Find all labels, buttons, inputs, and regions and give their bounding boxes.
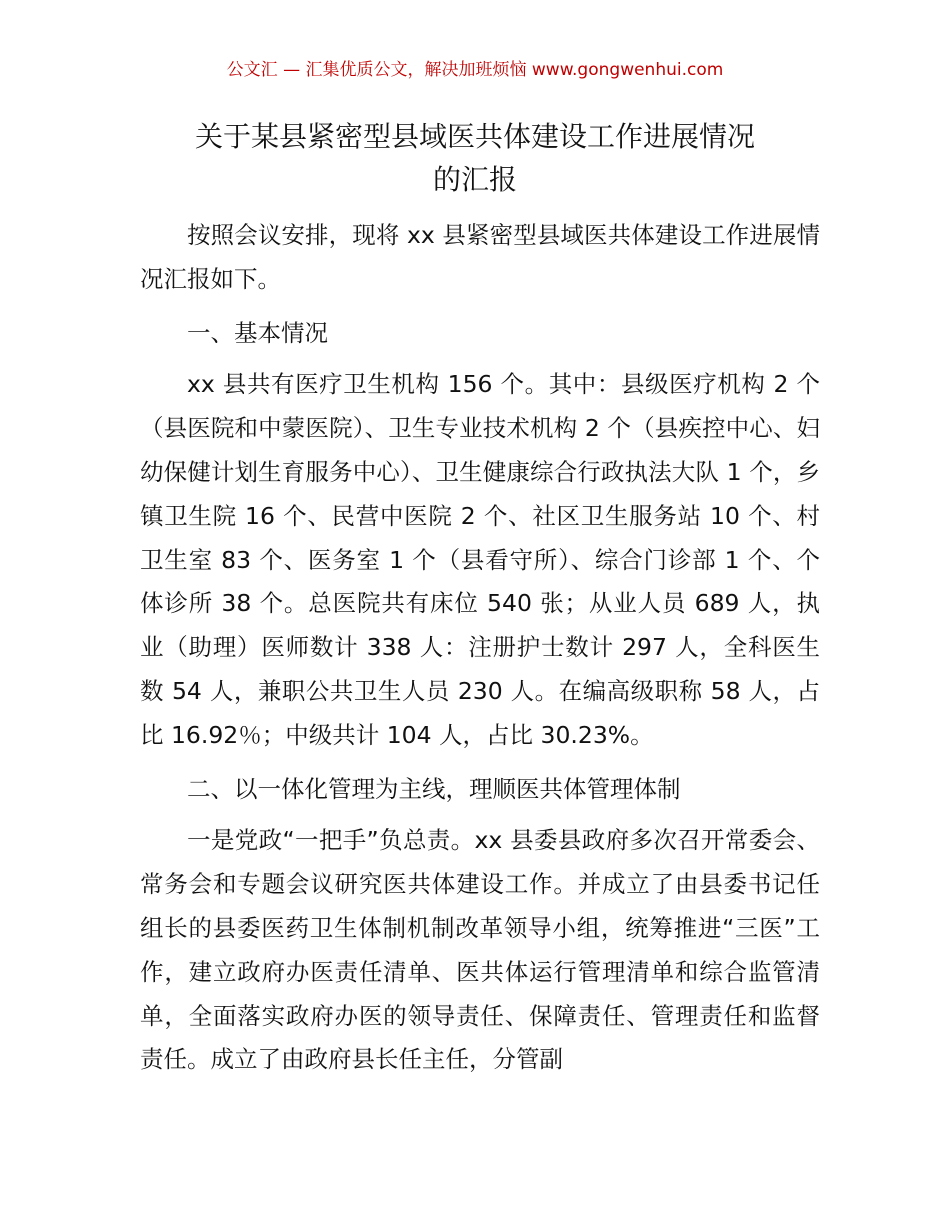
basic-situation-paragraph: xx 县共有医疗卫生机构 156 个。其中：县级医疗机构 2 个（县医院和中蒙医院）、卫生专业技术机构 2 个（县疾控中心、妇幼保健计划生育服务中心）、卫生健康综合行政执法大队 1 个，乡镇卫生院 16 个、民营中医院 2 个、社区卫生服务站 10 个、村卫生室 83 个、医务室 1 个（县看守所）、综合门诊部 1 个、个体诊所 38 个。总医院共有床位 540 张；从业人员 689 人，执业（助理）医师数计 338 人：注册护士数计 297 人，全科医生数 54 人，兼职公共卫生人员 230 人。在编高级职称 58 人，占比 16.92％；中级共计 104 人，占比 30.23%。 xyxy=(140,370,820,749)
document-title-line-1: 关于某县紧密型县域医共体建设工作进展情况 xyxy=(194,120,755,153)
document-body xyxy=(140,214,820,1082)
party-government-paragraph: 一是党政“一把手”负总责。xx 县委县政府多次召开常委会、常务会和专题会议研究医共体建设工作。并成立了由县委书记任组长的县委医药卫生体制机制改革领导小组，统筹推进“三医”工作，建立政府办医责任清单、医共体运行管理清单和综合监管清单，全面落实政府办医的领导责任、保障责任、管理责任和监督责任。成立了由政府县长任主任，分管副 xyxy=(140,826,820,1074)
section-heading-basic-situation: 一、基本情况 xyxy=(187,318,328,347)
document-title-line-2: 的汇报 xyxy=(432,163,517,196)
section-heading-management-system: 二、以一体化管理为主线，理顺医共体管理体制 xyxy=(187,774,681,803)
site-banner: 公文汇 — 汇集优质公文，解决加班烦恼 www.gongwenhui.com xyxy=(226,60,724,80)
intro-paragraph: 按照会议安排，现将 xx 县紧密型县域医共体建设工作进展情况汇报如下。 xyxy=(140,221,820,293)
